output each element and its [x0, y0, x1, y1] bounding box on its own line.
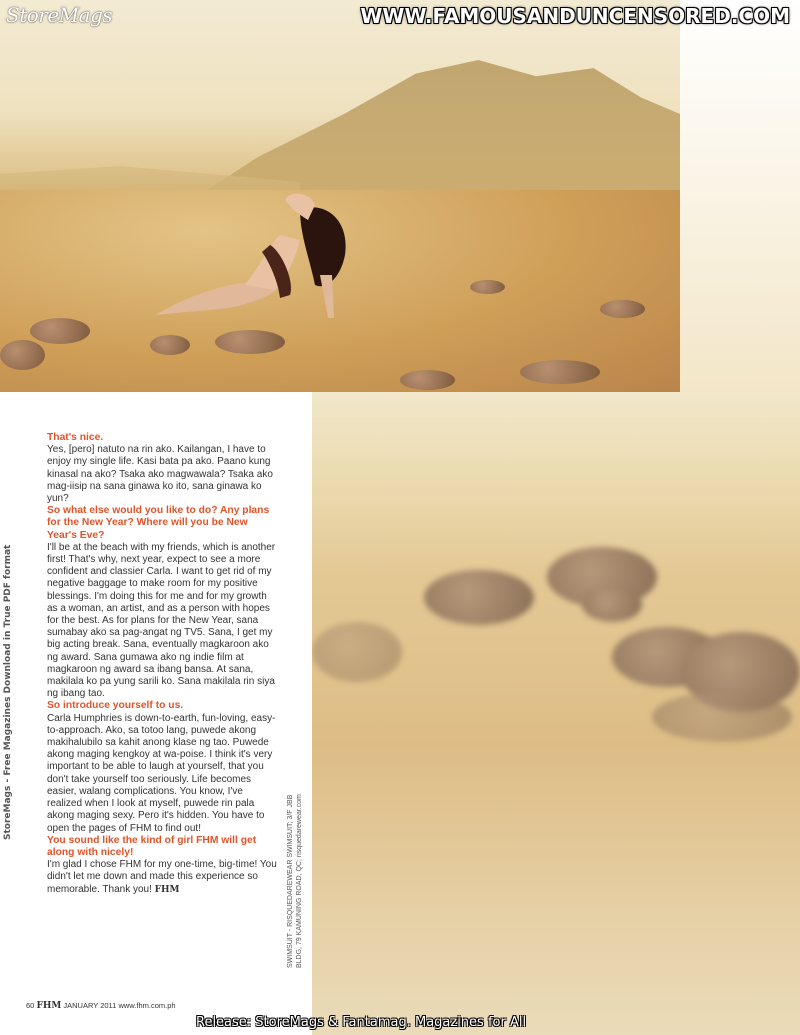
rock: [652, 692, 792, 742]
rock: [400, 370, 455, 390]
rock: [150, 335, 190, 355]
rock: [312, 622, 402, 682]
site-watermark: WWW.FAMOUSANDUNCENSORED.COM: [360, 4, 790, 28]
vertical-watermark: StoreMags - Free Magazines Download in True PDF format: [3, 544, 13, 840]
foreground-photo: [312, 392, 800, 1035]
question: So what else would you like to do? Any plans for the New Year? Where will you be New Year's Eve?: [47, 505, 270, 541]
model-figure: [150, 190, 360, 320]
photo-haze: [680, 0, 800, 392]
rock: [0, 340, 45, 370]
rock: [582, 587, 642, 622]
rock: [424, 570, 534, 625]
page-footer: [26, 1001, 176, 1011]
answer: Carla Humphries is down-to-earth, fun-loving, easy-to-approach. Ako, sa totoo lang, puwede akong makihalubilo sa kahit anong klase ng tao. Puwede akong maging kengkoy at wa-poise. I think it's very important to be able to laugh at yourself, that you don't take yourself too seriously. Life becomes easier, walang complications. You know, I've realized when I look at myself, puwede rin pala akong maging sexy. Pero it's hidden. You have to open the pages of FHM to find out!: [47, 712, 276, 834]
storemags-watermark: StoreMags: [6, 3, 113, 27]
answer: [47, 859, 277, 896]
question: So introduce yourself to us.: [47, 700, 184, 712]
release-watermark: Release: StoreMags & Fantamag. Magazines for All: [196, 1015, 527, 1030]
rock: [520, 360, 600, 384]
rock: [600, 300, 645, 318]
answer-text: I'm glad I chose FHM for my one-time, big-time! You didn't let me down and made this experience so memorable. Thank you!: [47, 859, 277, 895]
page-number: 60: [26, 1001, 35, 1010]
fhm-end-mark: FHM: [154, 884, 180, 895]
footer-url: www.fhm.com.ph: [118, 1001, 176, 1010]
footer-brand: FHM: [36, 1001, 62, 1011]
photo-credit: SWIMSUIT - RISQUEDAREWEAR SWIMSUIT; 3/F JBB BLDG, 79 KAMUNING ROAD, QC; risquedarewear.com: [287, 794, 303, 968]
hero-photo: [0, 0, 680, 392]
footer-issue: JANUARY 2011: [63, 1001, 117, 1010]
rock: [470, 280, 505, 294]
rock: [215, 330, 285, 354]
interview-article: [47, 432, 277, 896]
question: You sound like the kind of girl FHM will get along with nicely!: [47, 834, 257, 858]
mountain-silhouette: [200, 60, 680, 195]
rock: [30, 318, 90, 344]
question: That's nice.: [47, 432, 104, 443]
answer: Yes, [pero] natuto na rin ako. Kailangan, I have to enjoy my single life. Kasi bata pa ako. Paano kung kinasal na ako? Tsaka ako magwawala? Tsaka ako mag-iisip na sana ginawa ko ito, sana ginawa ko yun?: [47, 444, 273, 505]
answer: I'll be at the beach with my friends, which is another first! That's why, next year, expect to see a more confident and classier Carla. I want to get rid of my negative baggage to make room for my positive blessings. I'm doing this for me and for my growth as a woman, an artist, and as a person with hopes for the best. As for plans for the New Year, sana sumabay ako sa pag-angat ng TV5. Sana, I get my big acting break. Sana, eventually magkaroon ako ng award. Sana gumawa ako ng indie film at magkaroon ng award sa ibang bansa. At sana, makilala ko pa yung sarili ko. Sana makilala rin siya ng ibang tao.: [47, 541, 276, 700]
